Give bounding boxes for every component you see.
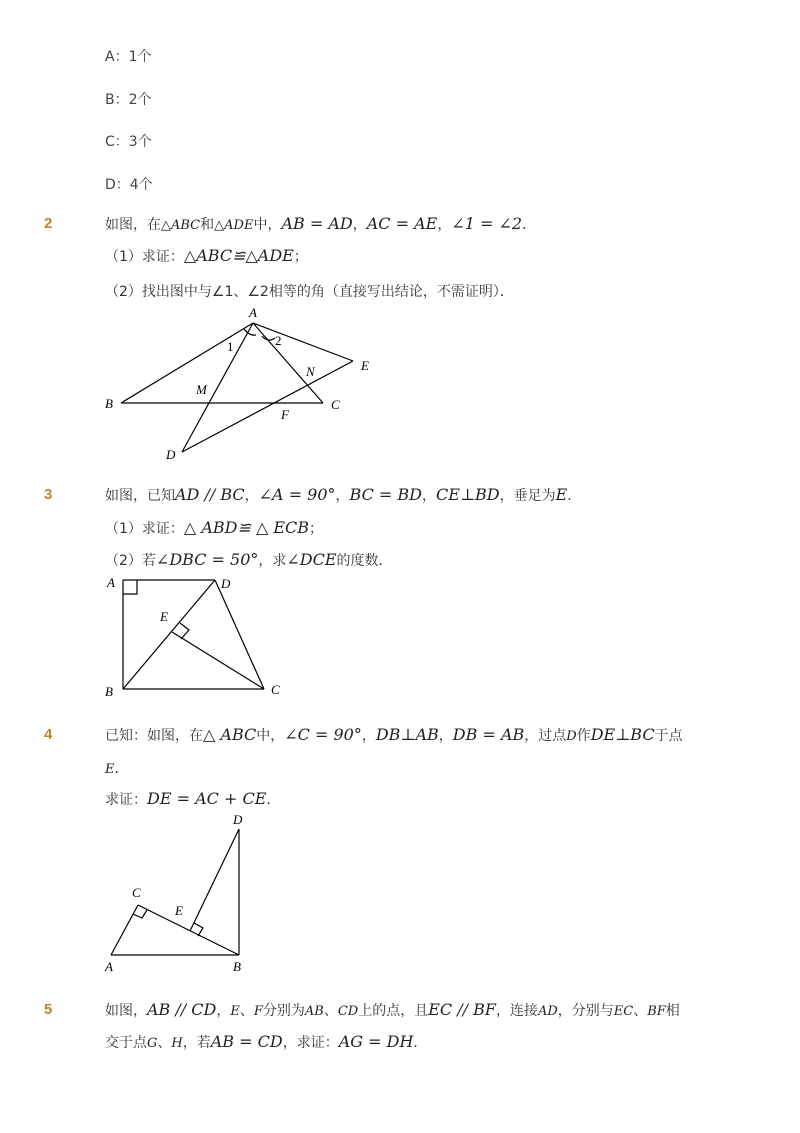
q5-line-1: 如图，AB // CD，E、F分别为AB、CD上的点，且EC // BF，连接AD，分别与EC、BF相 (105, 1000, 680, 1019)
q5-line-2: 交于点G、H，若AB = CD，求证：AG = DH． (105, 1032, 428, 1051)
option-text: 2个 (128, 92, 152, 108)
label-d: D (166, 447, 176, 462)
label-e: E (175, 903, 183, 918)
label-c: C (271, 682, 280, 697)
option-letter: C (105, 134, 115, 150)
label-c: C (132, 885, 141, 900)
label-c: C (331, 397, 340, 412)
label-a: A (249, 305, 257, 320)
label-b: B (105, 396, 113, 411)
q3-line-3: （2）若∠DBC = 50°，求∠DCE的度数． (105, 550, 393, 569)
option-d: D：4个 (105, 177, 153, 193)
q4-line-3: 求证：DE = AC + CE． (105, 789, 281, 808)
angle-1-label: 1 (227, 339, 234, 354)
q2-line-3: （2）找出图中与∠1、∠2相等的角（直接写出结论，不需证明）． (105, 284, 514, 300)
q2-line-1: 如图，在△ABC和△ADE中，AB = AD，AC = AE，∠1 = ∠2． (105, 214, 537, 233)
option-text: 4个 (129, 177, 153, 193)
q3-line-2: （1）求证：△ ABD≌ △ ECB； (105, 518, 324, 537)
question-number: 5 (44, 1001, 53, 1018)
label-b: B (105, 684, 113, 699)
option-letter: D (105, 177, 116, 193)
label-e: E (361, 358, 369, 373)
label-a: A (105, 959, 113, 974)
label-m: M (196, 382, 207, 397)
q4-line-1: 已知：如图，在△ ABC中，∠C = 90°，DB⊥AB，DB = AB，过点D作DE⊥BC于点 (105, 725, 683, 744)
label-n: N (306, 364, 315, 379)
option-text: 1个 (128, 49, 152, 65)
option-b: B：2个 (105, 92, 152, 108)
q3-line-1: 如图，已知AD // BC，∠A = 90°，BC = BD，CE⊥BD，垂足为E． (105, 485, 582, 504)
option-text: 3个 (128, 134, 152, 150)
q4-line-2: E． (105, 761, 129, 777)
question-number: 3 (44, 486, 53, 503)
option-c: C：3个 (105, 134, 152, 150)
label-d: D (233, 812, 243, 827)
q2-line-2: （1）求证：△ABC≌△ADE； (105, 246, 308, 265)
label-a: A (107, 575, 115, 590)
question-number: 2 (44, 215, 53, 232)
question-number: 4 (44, 726, 53, 743)
option-letter: A (105, 49, 115, 65)
option-a: A：1个 (105, 49, 152, 65)
q3-trapezoid-lines (123, 580, 264, 689)
q2-triangle-lines (121, 323, 353, 452)
q4-triangle-lines (111, 829, 239, 955)
label-e: E (160, 609, 168, 624)
option-letter: B (105, 92, 115, 108)
label-d: D (221, 576, 231, 591)
label-b: B (233, 959, 241, 974)
angle-2-label: 2 (275, 333, 282, 348)
label-f: F (281, 407, 289, 422)
